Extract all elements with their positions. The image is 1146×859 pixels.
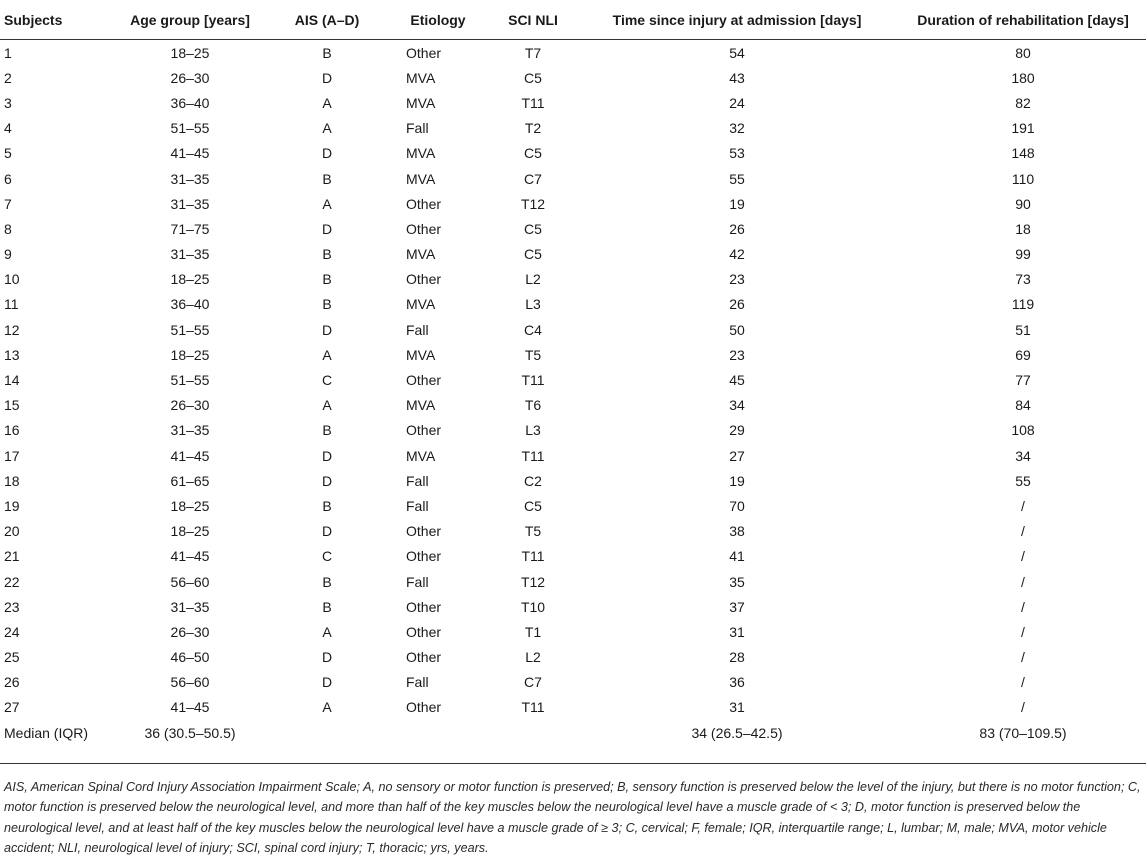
table-row [0, 40, 1146, 66]
table-row [0, 468, 1146, 493]
column-header: Subjects [4, 11, 63, 28]
table-cell: MVA [406, 246, 436, 263]
table-cell: / [1021, 674, 1025, 691]
table-cell: 18–25 [170, 271, 210, 288]
table-cell: T11 [521, 94, 545, 111]
table-cell: A [322, 195, 332, 212]
table-cell: 1 [4, 44, 12, 61]
table-cell: 2 [4, 69, 12, 86]
table-cell: A [322, 120, 332, 137]
table-cell: 18–25 [170, 44, 210, 61]
table-cell: 31–35 [170, 422, 210, 439]
table-cell: C7 [524, 170, 542, 187]
table-cell: / [1021, 497, 1025, 514]
table-row [0, 342, 1146, 367]
table-cell: D [321, 69, 333, 86]
table-row [0, 216, 1146, 241]
table-cell: 84 [1015, 397, 1031, 414]
table-cell: C7 [524, 674, 542, 691]
table-cell: 110 [1011, 170, 1035, 187]
table-cell: A [322, 346, 332, 363]
table-cell: T12 [520, 195, 546, 212]
table-cell: 73 [1015, 271, 1031, 288]
table-cell: 21 [4, 548, 20, 565]
table-cell: 31 [729, 699, 745, 716]
table-cell: 108 [1011, 422, 1035, 439]
table-cell: B [322, 271, 332, 288]
table-cell: B [322, 296, 332, 313]
table-cell: 53 [729, 145, 745, 162]
table-cell: MVA [406, 170, 436, 187]
table-cell: 14 [4, 372, 20, 389]
table-cell: D [321, 145, 333, 162]
table-cell: L2 [525, 649, 541, 666]
table-row [0, 418, 1146, 443]
table-cell: 90 [1015, 195, 1031, 212]
table-row [0, 594, 1146, 619]
table-cell: T11 [521, 372, 545, 389]
table-cell: T11 [521, 548, 545, 565]
table-cell: 26 [729, 296, 745, 313]
table-cell: 19 [729, 195, 745, 212]
table-cell: Other [406, 649, 442, 666]
column-header: Duration of rehabilitation [days] [917, 11, 1129, 28]
table-row [0, 393, 1146, 418]
median-cell: 83 (70–109.5) [979, 725, 1067, 742]
table-cell: / [1021, 523, 1025, 540]
table-cell: MVA [406, 296, 436, 313]
median-cell: 36 (30.5–50.5) [144, 725, 236, 742]
table-cell: Other [406, 44, 442, 61]
table-row [0, 670, 1146, 695]
table-cell: Other [406, 598, 442, 615]
table-cell: 11 [4, 296, 19, 313]
table-body [0, 40, 1146, 747]
table-row [0, 242, 1146, 267]
table-cell: 45 [729, 372, 745, 389]
table-cell: 61–65 [170, 472, 210, 489]
table-cell: T10 [520, 598, 546, 615]
table-cell: 31–35 [170, 246, 210, 263]
table-cell: D [321, 523, 333, 540]
table-cell: A [322, 94, 332, 111]
table-cell: / [1021, 649, 1025, 666]
table-cell: 36–40 [170, 94, 210, 111]
table-cell: 26 [729, 220, 745, 237]
table-cell: Other [406, 220, 442, 237]
table-cell: 32 [729, 120, 745, 137]
table-cell: 148 [1011, 145, 1035, 162]
table-cell: D [321, 674, 333, 691]
table-cell: 28 [729, 649, 745, 666]
table-cell: A [322, 623, 332, 640]
table-cell: 25 [4, 649, 20, 666]
table-row [0, 65, 1146, 90]
table-cell: 99 [1015, 246, 1031, 263]
table-cell: 55 [1015, 472, 1031, 489]
table-cell: 26 [4, 674, 20, 691]
table-cell: 51–55 [170, 321, 210, 338]
table-cell: C4 [524, 321, 542, 338]
table-cell: 4 [4, 120, 12, 137]
table-cell: 119 [1011, 296, 1035, 313]
table-cell: L2 [525, 271, 541, 288]
table-cell: 77 [1015, 372, 1031, 389]
column-header: SCI NLI [508, 11, 558, 28]
table-row [0, 166, 1146, 191]
table-cell: 191 [1011, 120, 1035, 137]
table-cell: Fall [406, 573, 429, 590]
table-cell: C [321, 548, 333, 565]
table-cell: MVA [406, 346, 436, 363]
table-row [0, 317, 1146, 342]
table-row [0, 141, 1146, 166]
table-cell: C5 [524, 69, 542, 86]
table-cell: 36–40 [170, 296, 210, 313]
table-cell: / [1021, 598, 1025, 615]
table-cell: T7 [524, 44, 542, 61]
table-cell: 31 [729, 623, 745, 640]
table-cell: B [322, 497, 332, 514]
table-cell: 16 [4, 422, 20, 439]
table-cell: 27 [4, 699, 20, 716]
table-cell: 38 [729, 523, 745, 540]
table-cell: C5 [524, 145, 542, 162]
median-row [0, 720, 1146, 746]
table-cell: / [1021, 623, 1025, 640]
table-row [0, 191, 1146, 216]
table-cell: Fall [406, 472, 429, 489]
table-cell: 34 [1015, 447, 1031, 464]
table-cell: T1 [524, 623, 542, 640]
table-cell: Fall [406, 497, 429, 514]
median-cell: Median (IQR) [4, 725, 89, 742]
table-cell: D [321, 447, 333, 464]
table-cell: C5 [524, 497, 542, 514]
column-header: Time since injury at admission [days] [612, 11, 862, 28]
table-row [0, 443, 1146, 468]
median-cell [492, 720, 574, 746]
table-cell: 41–45 [170, 447, 210, 464]
table-cell: 50 [729, 321, 745, 338]
table-cell: 35 [729, 573, 745, 590]
median-cell [270, 720, 384, 746]
table-cell: 51–55 [170, 120, 210, 137]
table-cell: 19 [4, 497, 20, 514]
table-cell: L3 [525, 422, 541, 439]
table-cell: 10 [4, 271, 20, 288]
table-cell: Other [406, 372, 442, 389]
table-cell: 20 [4, 523, 20, 540]
table-cell: 46–50 [170, 649, 210, 666]
table-cell: 23 [729, 346, 745, 363]
table-cell: 23 [729, 271, 745, 288]
table-cell: Fall [406, 674, 429, 691]
table-cell: B [322, 422, 332, 439]
table-cell: 27 [729, 447, 745, 464]
table-cell: 5 [4, 145, 12, 162]
table-cell: 70 [729, 497, 745, 514]
table-cell: 51–55 [170, 372, 210, 389]
table-cell: D [321, 472, 333, 489]
table-cell: 41–45 [170, 548, 210, 565]
table-row [0, 645, 1146, 670]
table-cell: 41–45 [170, 699, 210, 716]
table-cell: T6 [524, 397, 542, 414]
table-cell: C [321, 372, 333, 389]
table-cell: Other [406, 422, 442, 439]
table-cell: T2 [524, 120, 542, 137]
table-bottom-rule [0, 763, 1146, 764]
table-cell: 56–60 [170, 674, 210, 691]
table-cell: C2 [524, 472, 542, 489]
table-cell: 180 [1011, 69, 1035, 86]
table-cell: 24 [4, 623, 20, 640]
table-cell: 82 [1015, 94, 1031, 111]
table-cell: 56–60 [170, 573, 210, 590]
table-row [0, 292, 1146, 317]
table-cell: MVA [406, 397, 436, 414]
column-header: Etiology [410, 11, 466, 28]
table-cell: 34 [729, 397, 745, 414]
table-cell: D [321, 220, 333, 237]
table-cell: 37 [729, 598, 745, 615]
table-cell: 13 [4, 346, 20, 363]
column-header: AIS (A–D) [294, 11, 360, 28]
table-row [0, 519, 1146, 544]
table-row [0, 619, 1146, 644]
table-row [0, 695, 1146, 720]
median-cell [384, 720, 492, 746]
table-cell: T11 [521, 447, 545, 464]
table-cell: Fall [406, 321, 429, 338]
column-header: Age group [years] [130, 11, 250, 28]
table-cell: 18–25 [170, 523, 210, 540]
table-cell: Other [406, 623, 442, 640]
table-row [0, 267, 1146, 292]
table-cell: T5 [524, 523, 542, 540]
table-cell: 26–30 [170, 397, 210, 414]
table-cell: B [322, 598, 332, 615]
table-cell: Other [406, 523, 442, 540]
table-cell: 3 [4, 94, 12, 111]
table-cell: 41 [729, 548, 745, 565]
table-row [0, 544, 1146, 569]
table-cell: 17 [4, 447, 20, 464]
table-cell: A [322, 699, 332, 716]
table-row [0, 90, 1146, 115]
table-cell: Other [406, 548, 442, 565]
table-cell: 19 [729, 472, 745, 489]
table-cell: 18–25 [170, 346, 210, 363]
table-cell: 18 [4, 472, 20, 489]
table-cell: C5 [524, 220, 542, 237]
table-row [0, 569, 1146, 594]
table-row [0, 116, 1146, 141]
table-cell: 6 [4, 170, 12, 187]
table-cell: 69 [1015, 346, 1031, 363]
table-cell: 51 [1015, 321, 1031, 338]
table-cell: B [322, 246, 332, 263]
table-cell: 24 [729, 94, 745, 111]
table-cell: 29 [729, 422, 745, 439]
table-cell: 9 [4, 246, 12, 263]
table-cell: 41–45 [170, 145, 210, 162]
table-cell: Fall [406, 120, 429, 137]
table-header-row [0, 0, 1146, 40]
table-cell: / [1021, 699, 1025, 716]
table-cell: 8 [4, 220, 12, 237]
table-cell: T12 [520, 573, 546, 590]
table-cell: Other [406, 271, 442, 288]
table-cell: / [1021, 548, 1025, 565]
table-cell: 22 [4, 573, 20, 590]
table-cell: 80 [1015, 44, 1031, 61]
table-cell: D [321, 321, 333, 338]
table-cell: 18–25 [170, 497, 210, 514]
table-cell: 31–35 [170, 170, 210, 187]
table-cell: 36 [729, 674, 745, 691]
table-cell: L3 [525, 296, 541, 313]
table-cell: MVA [406, 94, 436, 111]
table-cell: 23 [4, 598, 20, 615]
table-cell: 54 [729, 44, 745, 61]
table-cell: 42 [729, 246, 745, 263]
table-cell: 15 [4, 397, 20, 414]
table-cell: / [1021, 573, 1025, 590]
table-cell: MVA [406, 447, 436, 464]
table-cell: Other [406, 699, 442, 716]
table-footnote: AIS, American Spinal Cord Injury Association Impairment Scale; A, no sensory or motor function is preserved; B, sensory function is preserved below the level of the injury, but there is no motor function; C, motor function is preserved below the neurological level, and more than half of the key muscles below the neurological level have a muscle grade of < 3; D, motor function is preserved below the neurological level, and at least half of the key muscles below the neurological level have a muscle grade of ≥ 3; C, cervical; F, female; IQR, interquartile range; L, lumbar; M, male; MVA, motor vehicle accident; NLI, neurological level of injury; SCI, spinal cord injury; T, thoracic; yrs, years. [4, 780, 1141, 856]
median-cell: 34 (26.5–42.5) [691, 725, 783, 742]
table-cell: B [322, 170, 332, 187]
table-cell: C5 [524, 246, 542, 263]
table-cell: 31–35 [170, 598, 210, 615]
table-cell: 26–30 [170, 623, 210, 640]
table-cell: 18 [1015, 220, 1031, 237]
table-cell: 55 [729, 170, 745, 187]
table-row [0, 493, 1146, 518]
table-cell: MVA [406, 69, 436, 86]
table-cell: 7 [4, 195, 12, 212]
table-cell: 26–30 [170, 69, 210, 86]
table-cell: T11 [521, 699, 545, 716]
table-cell: Other [406, 195, 442, 212]
table-cell: T5 [524, 346, 542, 363]
table-cell: B [322, 573, 332, 590]
table-cell: 12 [4, 321, 20, 338]
table-cell: 43 [729, 69, 745, 86]
table-cell: MVA [406, 145, 436, 162]
table-cell: B [322, 44, 332, 61]
table-cell: D [321, 649, 333, 666]
table-cell: A [322, 397, 332, 414]
table-row [0, 367, 1146, 392]
table-cell: 31–35 [170, 195, 210, 212]
table-cell: 71–75 [170, 220, 210, 237]
